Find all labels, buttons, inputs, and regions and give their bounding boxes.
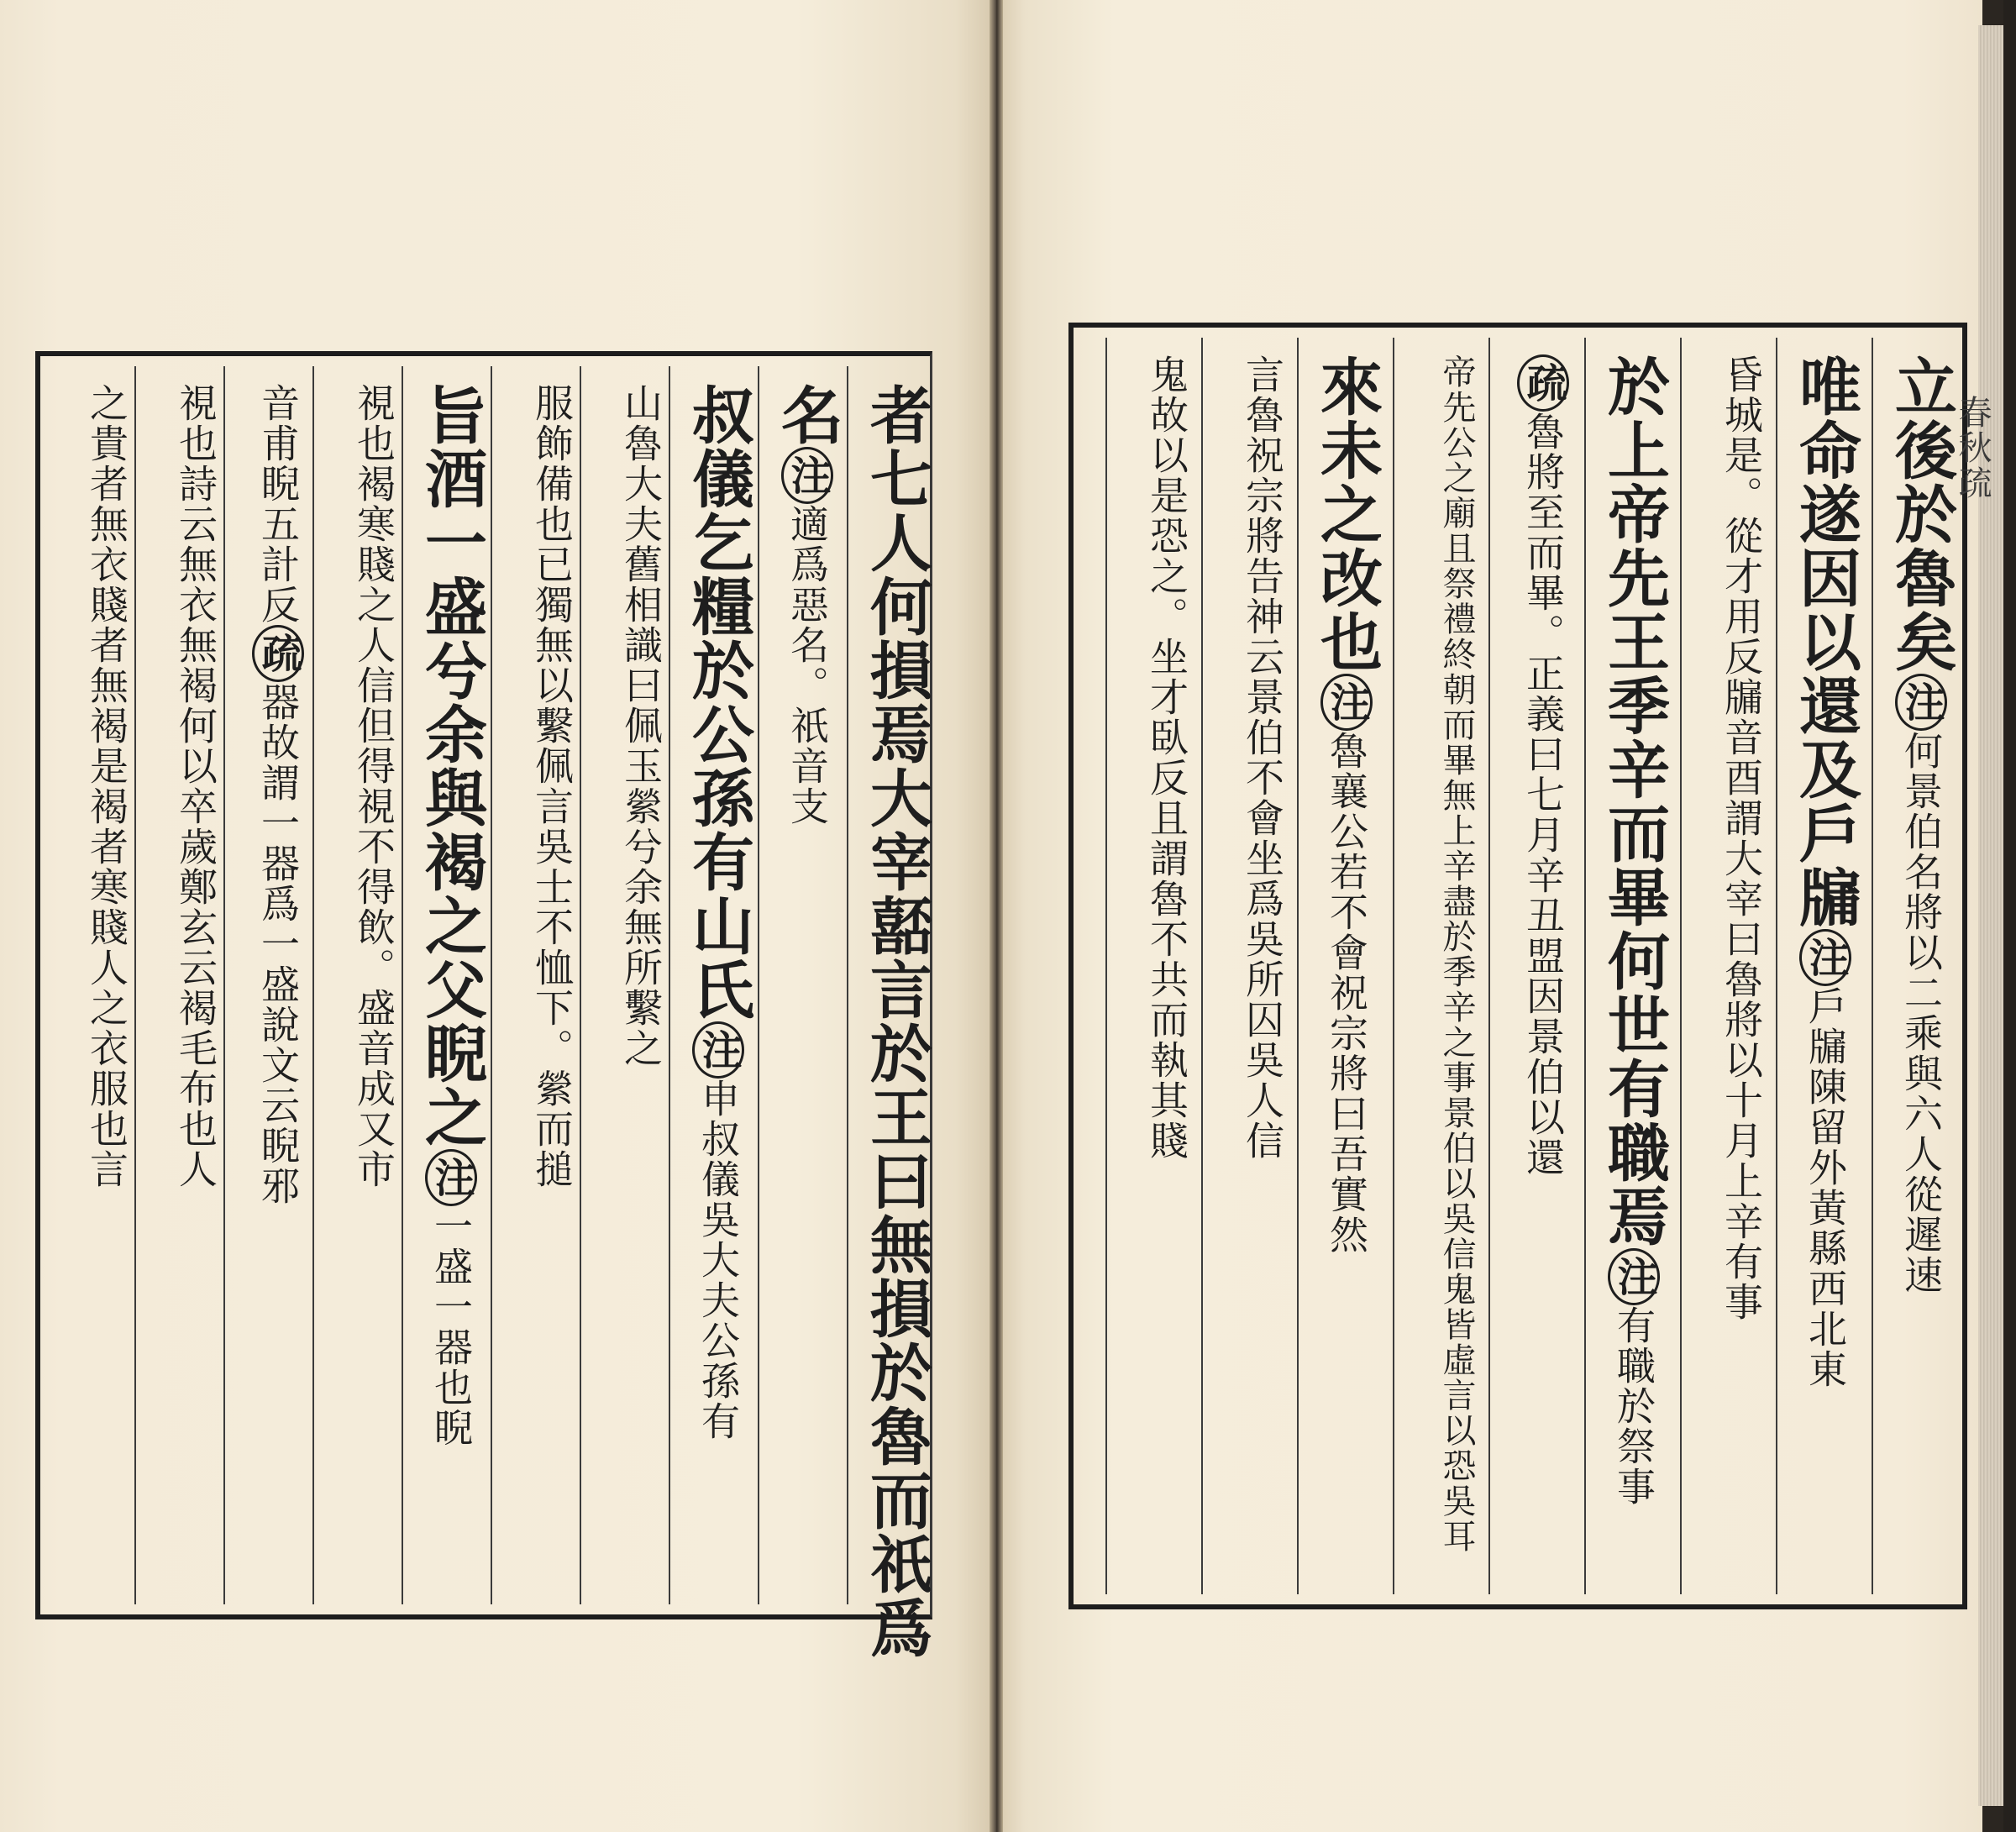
left-text-block [35,351,932,1660]
left-column-9 [134,366,223,1604]
right-column-5 [1488,338,1578,1594]
commentary-text: 一盛一器也睨 [428,1206,474,1448]
left-column-7 [312,366,402,1604]
column-text [1310,354,1383,1255]
annotation-mark-icon: 注 [1320,674,1373,731]
commentary-text: 視也褐寒賤之人信但得視不得飲。盛音成又市 [351,383,396,1189]
right-column-4 [1584,338,1673,1594]
right-column-8 [1201,338,1290,1594]
left-column-10 [45,366,134,1604]
commentary-text: 昏城是。從才用反牖音酉謂大宰曰魯將以十月上辛有事 [1719,354,1764,1322]
column-text [771,383,843,827]
left-column-8 [223,366,312,1604]
commentary-text: 音甫睨五計反 [255,383,301,625]
annotation-mark-icon: 注 [425,1149,477,1206]
right-column-6 [1393,338,1482,1594]
commentary-text: 器故謂一器爲一盛說文云睨邪 [255,682,301,1206]
main-text: 立後於魯矣 [1885,354,1957,674]
left-column-1 [847,366,936,1660]
left-column-2 [758,366,847,1604]
column-text [1598,354,1670,1507]
left-column-6 [402,366,491,1604]
commentary-text: 服飾備也已獨無以繫佩言吳士不恤下。縈而搥 [529,383,575,1189]
left-column-5 [491,366,580,1604]
book-title-label: 春秋疏 [1953,395,1992,501]
column-text [252,383,304,1206]
annotation-mark-icon: 疏 [1517,354,1569,412]
column-text [415,383,487,1448]
annotation-mark-icon: 疏 [252,625,304,682]
commentary-text: 適爲惡名。祇音支 [785,504,830,827]
right-column-2 [1776,338,1865,1594]
right-column-1 [1872,338,1961,1594]
right-text-block [1068,323,1967,1609]
commentary-text: 有職於祭事 [1611,1305,1656,1507]
commentary-text: 言魯祝宗將告神云景伯不會坐爲吳所囚吳人信 [1240,354,1285,1161]
commentary-text: 申叔儀吳大夫公孫有 [696,1079,741,1441]
commentary-text: 山魯大夫舊相識曰佩玉縈兮余無所繫之 [618,383,664,1068]
right-column-7 [1297,338,1386,1594]
annotation-mark-icon: 注 [1895,674,1947,731]
commentary-text: 視也詩云無衣無褐何以卒歲鄭玄云褐毛布也人 [173,383,218,1189]
fore-edge-shadow [2003,0,2016,1832]
main-text: 名 [771,383,843,447]
right-column-3 [1680,338,1769,1594]
annotation-mark-icon: 注 [1608,1248,1660,1305]
annotation-mark-icon: 注 [781,447,833,504]
commentary-text: 魯襄公若不會祝宗將曰吾實然 [1324,731,1369,1255]
column-text: 者七人何損焉大宰嚭言於王曰無損於魯而祇爲 [860,383,932,1660]
column-text [1885,354,1957,1295]
column-text [1789,354,1861,1389]
left-column-4 [580,366,669,1604]
right-column-9 [1105,338,1194,1594]
column-text [682,383,754,1441]
column-text [1517,354,1569,1178]
commentary-text: 魯將至而畢。正義曰七月辛丑盟因景伯以還 [1520,412,1566,1178]
annotation-mark-icon: 注 [1799,929,1851,986]
main-text: 來未之改也 [1310,354,1383,674]
commentary-text: 戶牖陳留外黃縣西北東 [1803,986,1848,1389]
commentary-text: 帝先公之廟且祭禮終朝而畢無上辛盡於季辛之事景伯以吳信鬼皆虛言以恐吳耳 [1437,354,1476,1554]
commentary-text: 之貴者無衣賤者無褐是褐者寒賤人之衣服也言 [84,383,129,1189]
main-text: 於上帝先王季辛而畢何世有職焉 [1598,354,1670,1248]
book-gutter [990,0,1003,1832]
commentary-text: 鬼故以是恐之。坐才臥反且謂魯不共而執其賤 [1144,354,1189,1161]
commentary-text: 何景伯名將以二乘與六人從遲速 [1898,731,1944,1295]
annotation-mark-icon: 注 [692,1021,744,1079]
left-column-3 [669,366,758,1604]
main-text: 叔儀乞糧於公孫有山氏 [682,383,754,1021]
main-text: 唯命遂因以還及戶牖 [1789,354,1861,929]
main-text: 旨酒一盛兮余與褐之父睨之 [415,383,487,1149]
